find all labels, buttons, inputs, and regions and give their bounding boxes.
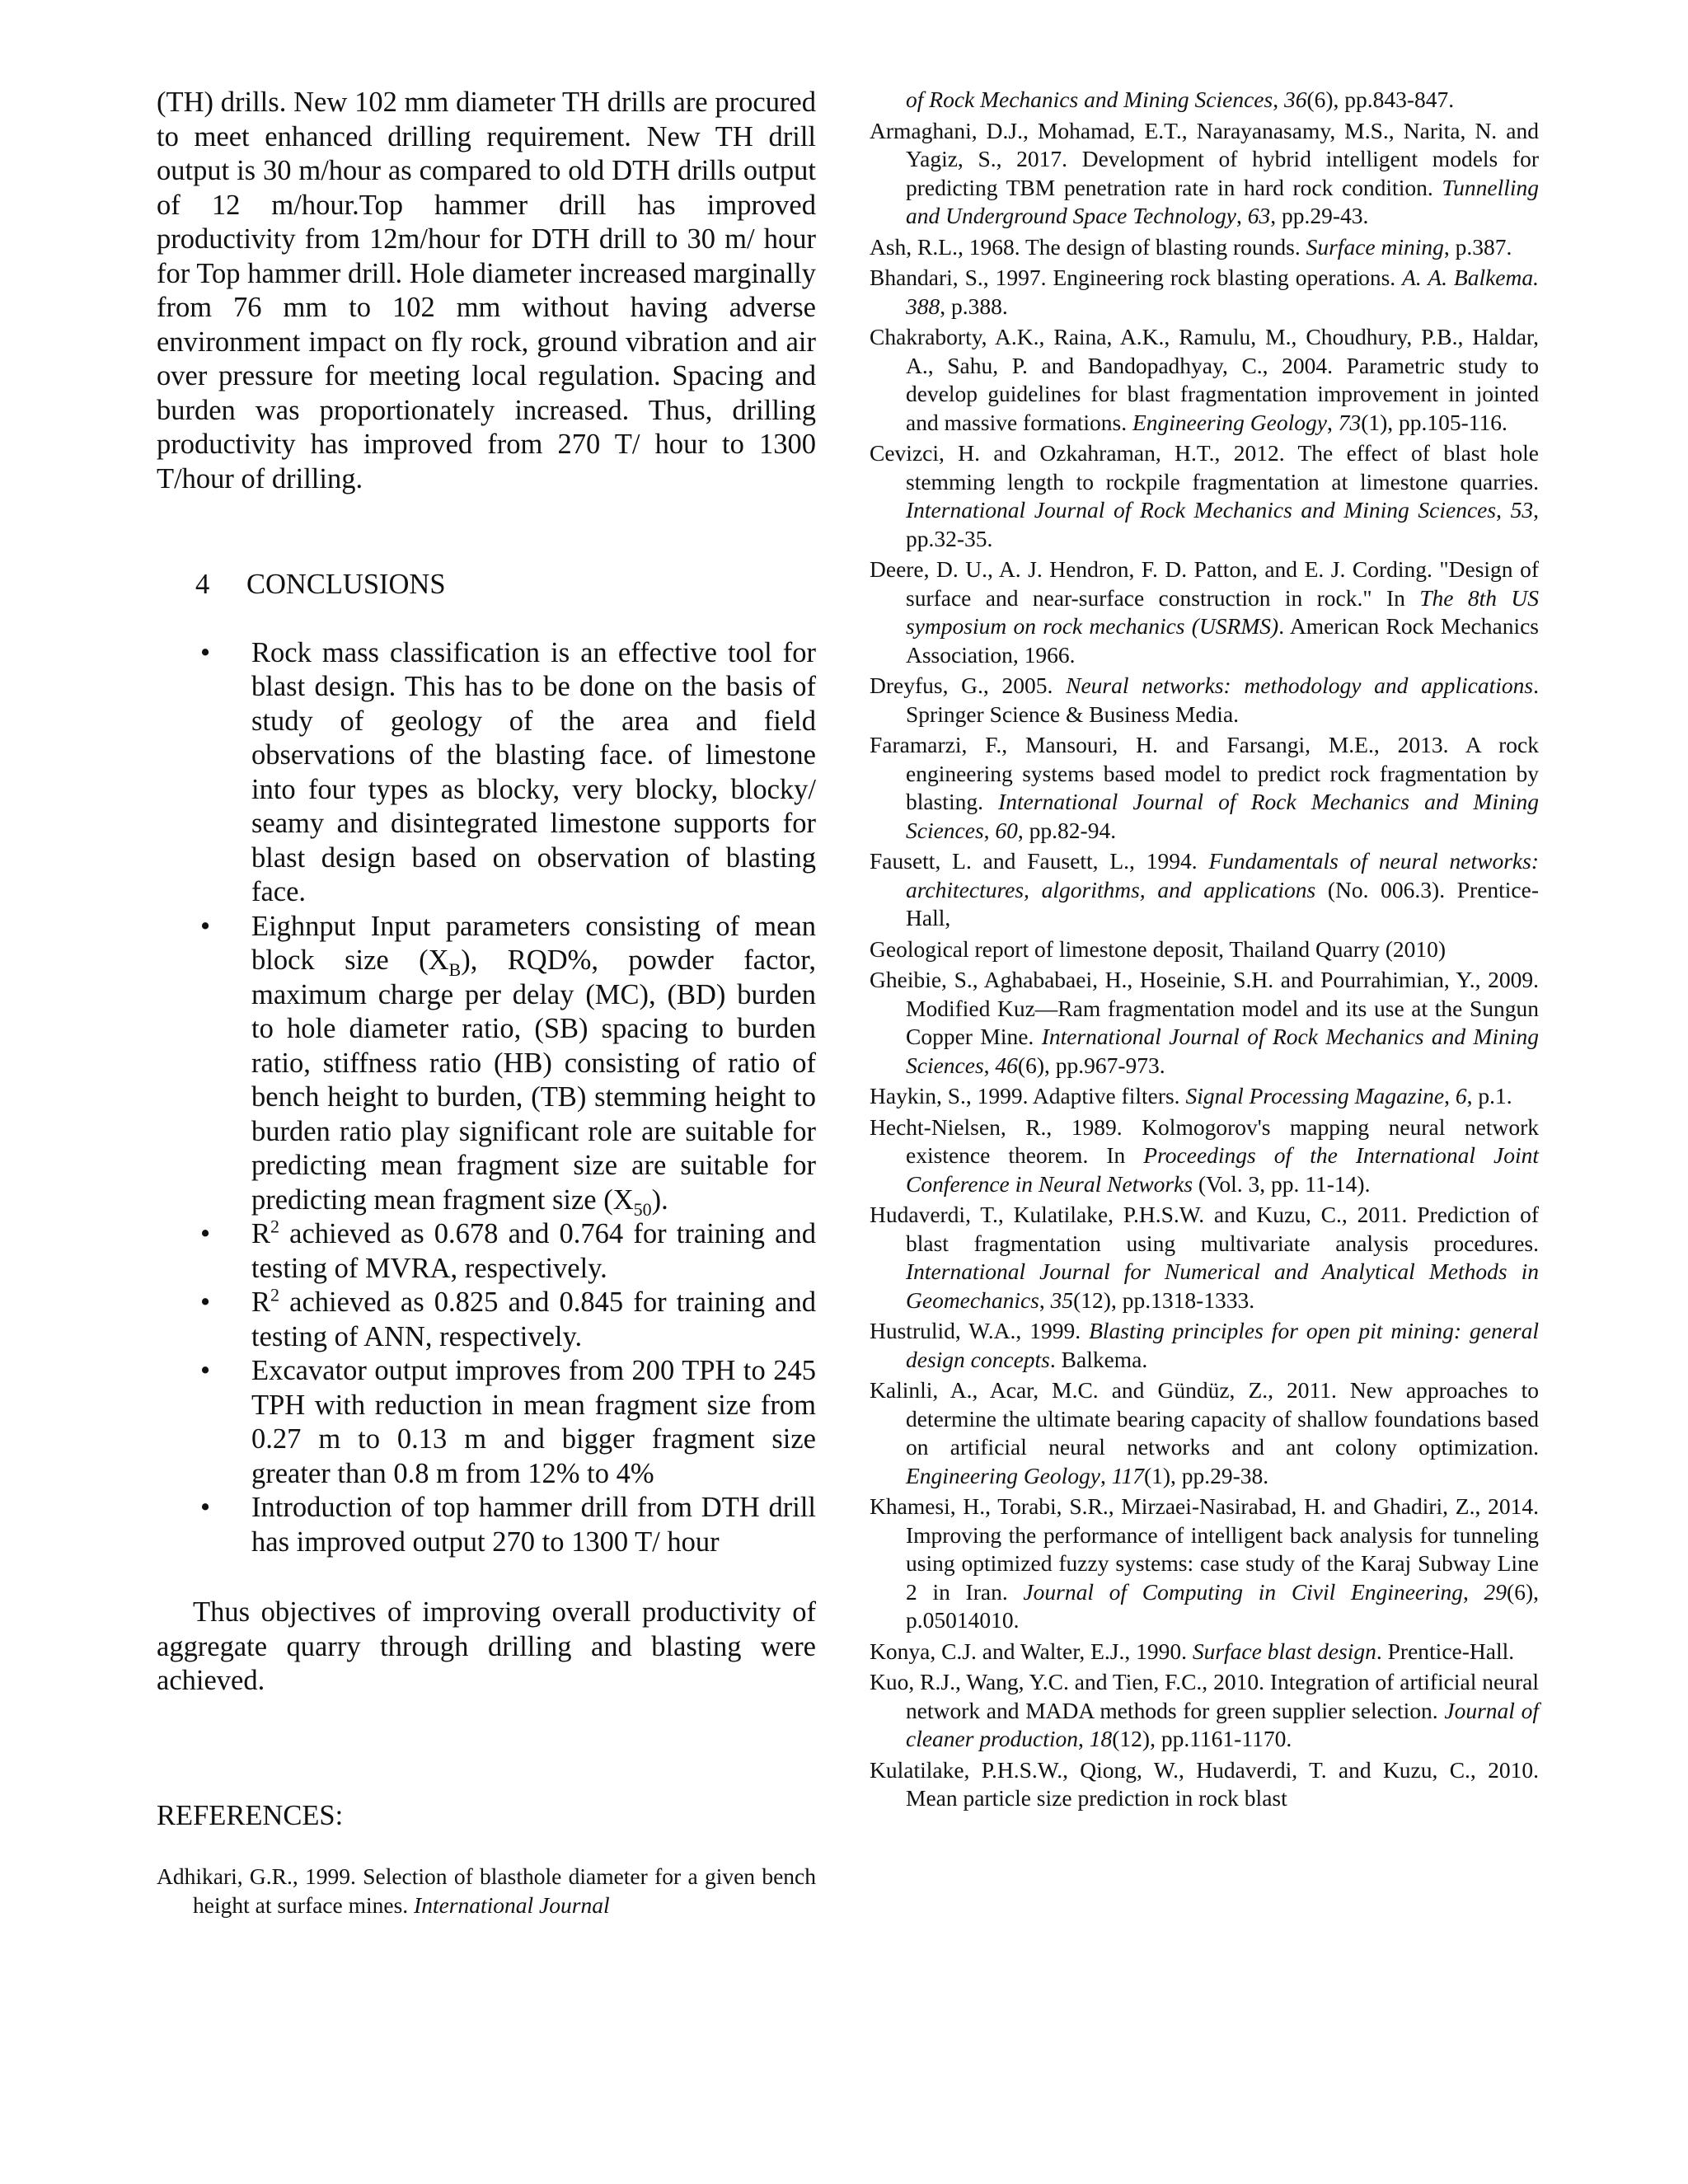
reference-source: International Journal (414, 1891, 610, 1918)
reference-entry (870, 847, 1539, 933)
reference-volume: 36 (1283, 87, 1307, 112)
reference-text: . Balkema. (1049, 1346, 1148, 1372)
bullet-icon: • (200, 1492, 211, 1523)
reference-source: A. A. Balkema. 388 (906, 265, 1539, 319)
reference-text: Adhikari, G.R., 1999. Selection of blasthole diameter for a given bench height at surface mines. (157, 1863, 816, 1918)
reference-entry (870, 731, 1539, 845)
subscript: B (448, 958, 462, 980)
reference-text: Kalinli, A., Acar, M.C. and Gündüz, Z., 2011. New approaches to determine the ultimate bearing capacity of shallow foundations based on artificial neural networks and ant colony optimization. (870, 1377, 1539, 1460)
reference-text: Ash, R.L., 1968. The design of blasting rounds. (870, 233, 1306, 260)
reference-source: The 8th US symposium on rock mechanics (USRMS) (906, 584, 1540, 639)
reference-text: , (1078, 1726, 1090, 1751)
reference-volume: 18 (1089, 1726, 1113, 1751)
reference-text: Konya, C.J. and Walter, E.J., 1990. (870, 1638, 1193, 1664)
reference-entry (870, 672, 1539, 729)
reference-text: (1), pp.105-116. (1361, 409, 1507, 435)
reference-source: International Journal of Rock Mechanics and Mining Sciences (906, 1024, 1539, 1078)
reference-entry (870, 1638, 1539, 1666)
reference-text: Deere, D. U., A. J. Hendron, F. D. Patton, and E. J. Cording. "Design of surface and near-surface construction in rock." In (870, 556, 1539, 611)
reference-entry (870, 439, 1539, 553)
reference-text: (1), pp.29-38. (1143, 1462, 1269, 1488)
reference-text: Chakraborty, A.K., Raina, A.K., Ramulu, M., Choudhury, P.B., Haldar, A., Sahu, P. and Bandopadhyay, C., 2004. Parametric study to develop guidelines for blast fragmentation improvement in jointed and massive formations. (870, 324, 1539, 435)
reference-volume: 46 (995, 1052, 1018, 1078)
reference-text: , p.388. (940, 293, 1008, 319)
reference-volume: 53 (1510, 497, 1534, 523)
reference-entry (870, 264, 1539, 321)
reference-text: Kulatilake, P.H.S.W., Qiong, W., Hudaverdi, T. and Kuzu, C., 2010. Mean particle size prediction in rock blast (870, 1756, 1539, 1811)
reference-entry (870, 1317, 1539, 1374)
reference-entry (870, 323, 1539, 437)
reference-source: Journal of cleaner production (906, 1697, 1539, 1751)
reference-entry (870, 1668, 1539, 1754)
reference-source: Journal of Computing in Civil Engineering (1023, 1578, 1463, 1605)
section-heading (157, 568, 816, 602)
conclusion-text: achieved as 0.825 and 0.845 for training and testing of ANN, respectively. (251, 1286, 816, 1352)
reference-text: (No. 006.3). Prentice-Hall, (906, 876, 1539, 930)
reference-entry (870, 1201, 1539, 1315)
superscript: 2 (270, 1284, 280, 1305)
reference-text: . Prentice-Hall. (1376, 1638, 1515, 1664)
conclusion-text: R (251, 1218, 271, 1249)
reference-text: Fausett, L. and Fausett, L., 1994. (870, 848, 1209, 874)
reference-text: (6), p.05014010. (906, 1578, 1539, 1633)
reference-text: , pp.32-35. (906, 497, 1539, 551)
reference-text: , (1039, 1286, 1051, 1313)
reference-entry (870, 966, 1539, 1080)
reference-text: , (1100, 1462, 1112, 1488)
reference-text: Bhandari, S., 1997. Engineering rock blasting operations. (870, 265, 1403, 290)
conclusion-item (157, 1491, 816, 1559)
reference-source: of Rock Mechanics and Mining Sciences (906, 87, 1273, 112)
conclusion-text: R (251, 1286, 271, 1318)
conclusion-item (157, 1354, 816, 1491)
reference-text: (12), pp.1318-1333. (1073, 1286, 1255, 1313)
conclusion-text: Excavator output improves from 200 TPH to 245 TPH with reduction in mean fragment size from 0.27 m to 0.13 m and bigger fragment size greater than 0.8 m from 12% to 4% (251, 1355, 816, 1489)
conclusion-item (157, 910, 816, 1218)
bullet-icon: • (200, 636, 211, 668)
reference-volume: 6 (1455, 1083, 1467, 1108)
bullet-icon: • (200, 910, 211, 942)
reference-continuation (870, 86, 1539, 115)
reference-entry (157, 1863, 816, 1919)
reference-text: , pp.29-43. (1270, 203, 1369, 228)
reference-text: Hustrulid, W.A., 1999. (870, 1318, 1090, 1343)
reference-source: Neural networks: methodology and applications (1066, 673, 1534, 698)
reference-volume: 35 (1050, 1286, 1074, 1313)
reference-source: Blasting principles for open pit mining: general design concepts (906, 1318, 1539, 1372)
reference-source: Surface mining (1306, 233, 1444, 260)
reference-text: , (1236, 203, 1248, 228)
reference-volume: 63 (1247, 203, 1271, 228)
reference-text: (12), pp.1161-1170. (1112, 1726, 1292, 1751)
reference-volume: 117 (1111, 1462, 1144, 1488)
reference-source: Tunnelling and Underground Space Technology (906, 174, 1539, 228)
reference-entry (870, 935, 1539, 964)
reference-text: , (1462, 1578, 1484, 1605)
bullet-icon: • (200, 1286, 211, 1318)
closing-paragraph: Thus objectives of improving overall productivity of aggregate quarry through drilling and blasting were achieved. (157, 1596, 816, 1696)
references-list (870, 117, 1539, 1813)
reference-text: , (1326, 409, 1339, 435)
reference-text: , (983, 1052, 996, 1078)
reference-entry (870, 1376, 1539, 1490)
references-heading: REFERENCES: (157, 1799, 344, 1831)
reference-text: , (1273, 87, 1284, 112)
reference-volume: 60 (995, 817, 1018, 843)
bullet-icon: • (200, 1218, 211, 1249)
conclusion-text: Rock mass classification is an effective tool for blast design. This has to be done on the basis of study of geology of the area and field observations of the blasting face. of limestone into four types as blocky, very blocky, blocky/ seamy and disintegrated limestone supports for blast design based on observation of blasting face. (251, 636, 816, 907)
reference-source: International Journal of Rock Mechanics and Mining Sciences (906, 789, 1539, 843)
reference-text: Hecht-Nielsen, R., 1989. Kolmogorov's mapping neural network existence theorem. In (870, 1113, 1539, 1168)
superscript: 2 (270, 1216, 280, 1237)
conclusions-list (157, 636, 816, 1560)
reference-source: Engineering Geology (1132, 409, 1327, 435)
reference-entry (870, 233, 1539, 262)
reference-text: , p.1. (1466, 1083, 1512, 1108)
reference-text: Hudaverdi, T., Kulatilake, P.H.S.W. and Kuzu, C., 2011. Prediction of blast fragmentation using multivariate analysis procedures. (870, 1202, 1539, 1256)
intro-paragraph: (TH) drills. New 102 mm diameter TH drills are procured to meet enhanced drilling requirement. New TH drill output is 30 m/hour as compared to old DTH drills output of 12 m/hour.Top hammer drill has improved productivity from 12m/hour for DTH drill to 30 m/ hour for Top hammer drill. Hole diameter increased marginally from 76 mm to 102 mm without having adverse environment impact on fly rock, ground vibration and air over pressure for meeting local regulation. Spacing and burden was proportionately increased. Thus, drilling productivity has improved from 270 T/ hour to 1300 T/hour of drilling. (157, 87, 816, 494)
right-column (870, 86, 1539, 1816)
conclusion-text: Eighnput Input parameters consisting of mean block size (X (251, 910, 816, 976)
conclusion-item (157, 1217, 816, 1286)
bullet-icon: • (200, 1355, 211, 1386)
reference-source: International Journal of Rock Mechanics and Mining Sciences (906, 497, 1497, 523)
reference-text: Armaghani, D.J., Mohamad, E.T., Narayanasamy, M.S., Narita, N. and Yagiz, S., 2017. Development of hybrid intelligent models for predicting TBM penetration rate in hard rock condition. (870, 117, 1539, 200)
reference-entry (870, 1082, 1539, 1111)
reference-volume: 29 (1484, 1578, 1507, 1605)
reference-text: Geological report of limestone deposit, Thailand Quarry (2010) (870, 935, 1447, 962)
reference-entry (870, 1493, 1539, 1635)
section-title: CONCLUSIONS (246, 569, 446, 600)
reference-source: International Journal for Numerical and Analytical Methods in Geomechanics (906, 1258, 1539, 1313)
subscript: 50 (633, 1198, 652, 1220)
reference-entry (870, 117, 1539, 231)
reference-text: Haykin, S., 1999. Adaptive filters. (870, 1083, 1186, 1108)
reference-source: Signal Processing Magazine (1185, 1083, 1445, 1108)
reference-text: , pp.82-94. (1017, 817, 1117, 843)
reference-text: . American Rock Mechanics Association, 1966. (906, 613, 1539, 668)
reference-text: Kuo, R.J., Wang, Y.C. and Tien, F.C., 2010. Integration of artificial neural network and MADA methods for green supplier selection. (870, 1669, 1539, 1723)
reference-entry (870, 1113, 1539, 1199)
reference-text: , (983, 817, 996, 843)
reference-entry (870, 1756, 1539, 1813)
conclusion-text: Introduction of top hammer drill from DTH drill has improved output 270 to 1300 T/ hour (251, 1492, 816, 1558)
conclusion-item (157, 1286, 816, 1354)
conclusion-item (157, 636, 816, 910)
reference-source: Proceedings of the International Joint Conference in Neural Networks (906, 1142, 1539, 1197)
conclusion-text: ). (651, 1183, 668, 1216)
reference-text: Gheibie, S., Aghababaei, H., Hoseinie, S.H. and Pourrahimian, Y., 2009. Modified Kuz—Ram fragmentation model and its use at the Sungun Copper Mine. (870, 967, 1539, 1049)
reference-text: Khamesi, H., Torabi, S.R., Mirzaei-Nasirabad, H. and Ghadiri, Z., 2014. Improving the performance of intelligent back analysis for tunneling using optimized fuzzy systems: case study of the Karaj Subway Line 2 in Iran. (870, 1493, 1539, 1605)
reference-entry (870, 555, 1539, 669)
reference-text: Cevizci, H. and Ozkahraman, H.T., 2012. The effect of blast hole stemming length to rockpile fragmentation at limestone quarries. (870, 440, 1539, 494)
reference-volume: 73 (1338, 409, 1362, 435)
reference-text: Faramarzi, F., Mansouri, H. and Farsangi, M.E., 2013. A rock engineering systems based model to predict rock fragmentation by blasting. (870, 732, 1539, 814)
left-column (157, 86, 816, 1922)
reference-text: , (1444, 1083, 1456, 1108)
conclusion-text: achieved as 0.678 and 0.764 for training and testing of MVRA, respectively. (251, 1218, 816, 1284)
reference-source: Surface blast design (1192, 1638, 1376, 1664)
conclusion-text: ), RQD%, powder factor, maximum charge per delay (MC), (BD) burden to hole diameter ratio, (SB) spacing to burden ratio, stiffness ratio (HB) consisting of ratio of bench height to burden, (TB) stemming height to burden ratio play significant role are suitable for predicting mean fragment size are suitable for predicting mean fragment size (X (251, 944, 816, 1216)
reference-text: Dreyfus, G., 2005. (870, 673, 1067, 698)
reference-text: (Vol. 3, pp. 11-14). (1193, 1170, 1371, 1197)
reference-text: (6), pp.967-973. (1017, 1052, 1165, 1078)
reference-text: (6), pp.843-847. (1306, 87, 1455, 112)
reference-source: Fundamentals of neural networks: architectures, algorithms, and applications (906, 848, 1539, 902)
reference-source: Engineering Geology (906, 1462, 1100, 1488)
section-number: 4 (195, 569, 210, 600)
reference-text: , p.387. (1443, 233, 1512, 260)
reference-text: , (1496, 497, 1511, 523)
reference-text: . Springer Science & Business Media. (906, 673, 1539, 727)
